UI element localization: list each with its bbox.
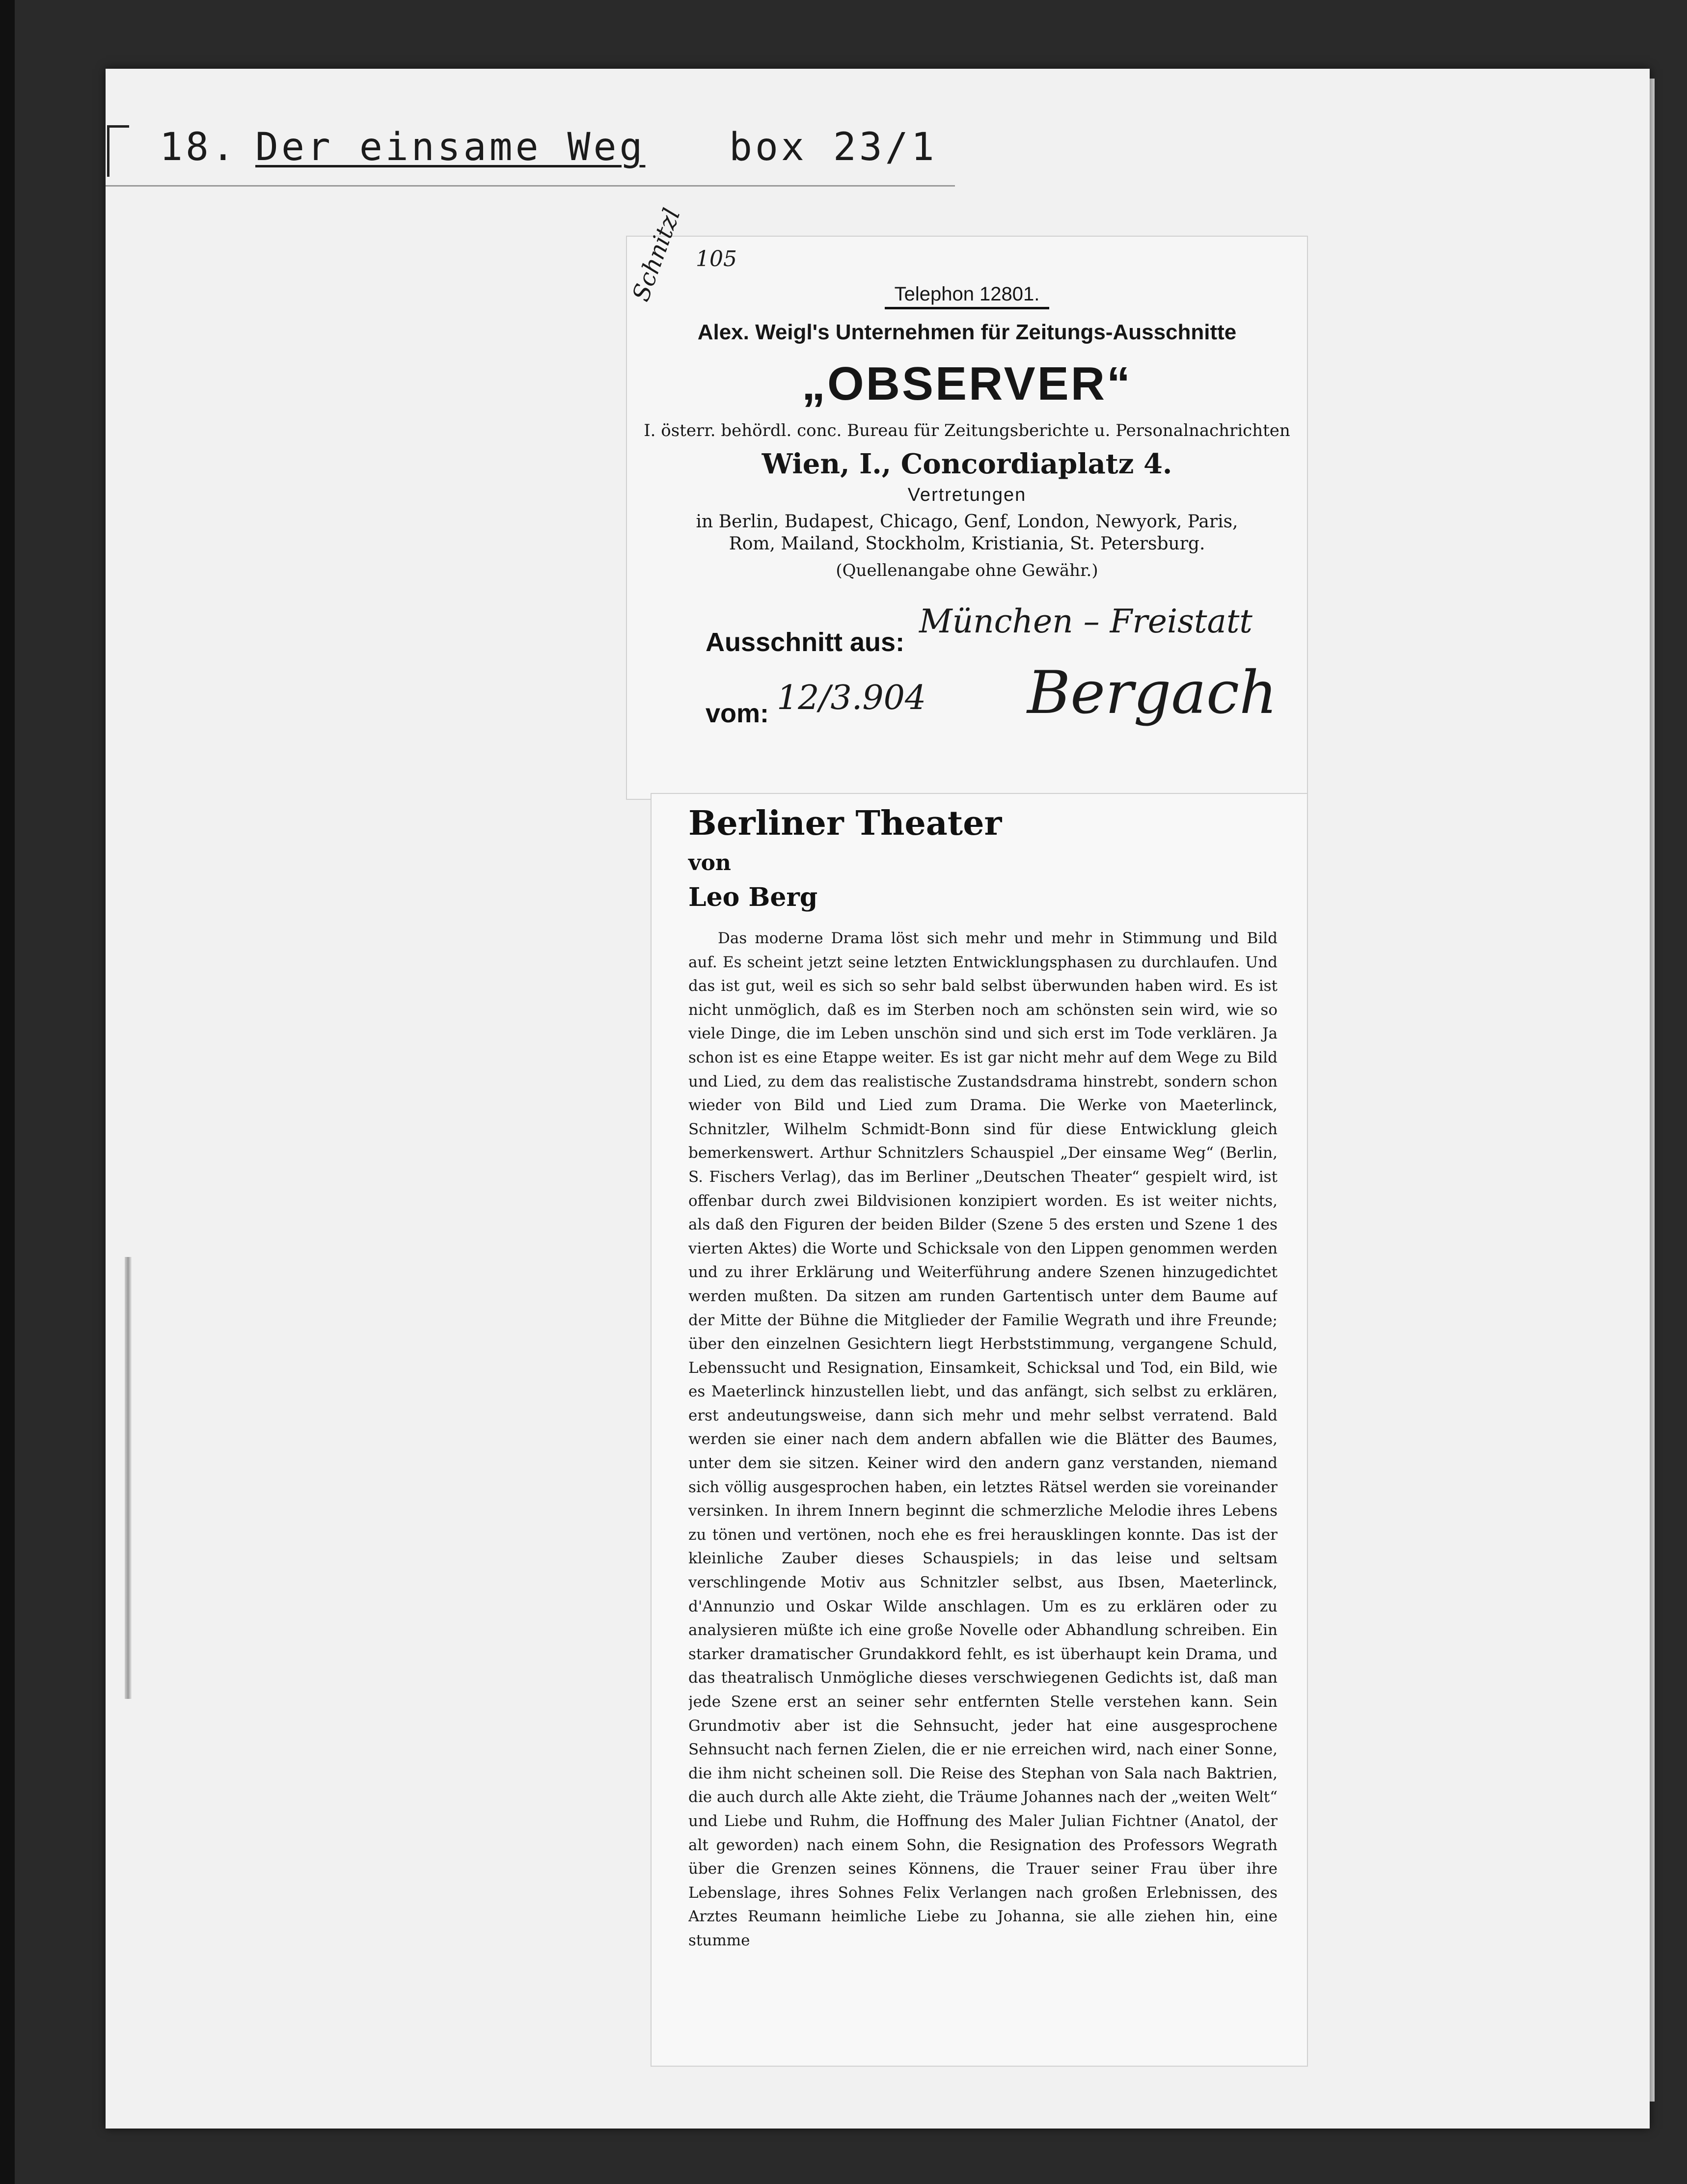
article-byline-von: von	[688, 850, 731, 875]
telephone-line	[627, 283, 1307, 305]
scan-frame-left	[0, 0, 15, 2184]
newspaper-article-clipping	[651, 793, 1308, 2067]
handwritten-margin-number: 105	[696, 246, 737, 272]
agency-name: Alex. Weigl's Unternehmen für Zeitungs-Ausschnitte	[697, 320, 1237, 344]
vertretungen-label: Vertretungen	[907, 485, 1027, 505]
clipping-header-slip	[626, 204, 1308, 800]
article-title: Berliner Theater	[688, 804, 1002, 843]
ausschnitt-label: Ausschnitt aus:	[706, 628, 905, 657]
vom-label: vom:	[706, 699, 769, 728]
article-author: Leo Berg	[688, 882, 818, 912]
source-disclaimer: (Quellenangabe ohne Gewähr.)	[836, 561, 1098, 580]
folder-box-label: box 23/1	[729, 125, 937, 169]
folder-number: 18.	[160, 125, 238, 169]
bureau-description: I. österr. behördl. conc. Bureau für Zeitungsberichte u. Personalnachrichten	[644, 421, 1290, 440]
observer-logo-text: „OBSERVER“	[801, 357, 1133, 410]
handwritten-margin-mark: Schnitzl	[627, 204, 686, 305]
header-bracket-mark	[107, 125, 129, 177]
handwritten-source: München – Freistatt	[919, 602, 1252, 640]
cities-line-2: Rom, Mailand, Stockholm, Kristiania, St. Petersburg.	[729, 534, 1205, 554]
agency-address: Wien, I., Concordiaplatz 4.	[762, 448, 1172, 480]
folder-fold-line	[125, 1257, 132, 1699]
telephone-number: Telephon 12801.	[885, 283, 1050, 309]
article-body: Das moderne Drama löst sich mehr und mehr in Stimmung und Bild auf. Es scheint jetzt seine letzten Entwicklungsphasen zu durchlaufen. Und das ist gut, weil es sich so sehr bald selbst überwunden haben wird. Es ist nicht unmöglich, daß es im Sterben noch am schönsten sein wird, wie so viele Dinge, die im Leben unschön sind und sich erst im Tode verklären. Ja schon ist es eine Etappe weiter. Es ist gar nicht mehr auf dem Wege zu Bild und Lied, zu dem das realistische Zustandsdrama hinstrebt, sondern schon wieder von Bild und Lied zum Drama. Die Werke von Maeterlinck, Schnitzler, Wilhelm Schmidt-Bonn sind für diese Entwicklung gleich bemerkenswert. Arthur Schnitzlers Schauspiel „Der einsame Weg“ (Berlin, S. Fischers Verlag), das im Berliner „Deutschen Theater“ gespielt wird, ist offenbar durch zwei Bildvisionen konzipiert worden. Es ist weiter nichts, als daß den Figuren der beiden Bilder (Szene 5 des ersten und Szene 1 des vierten Aktes) die Worte und Schicksale von den Lippen genommen werden und zu ihrer Erklärung und Weiterführung andere Szenen hinzugedichtet werden mußten. Da sitzen am runden Gartentisch unter dem Baume auf der Mitte der Bühne die Mitglieder der Familie Wegrath und ihre Freunde; über den einzelnen Gesichtern liegt Herbststimmung, vergangene Schuld, Lebenssucht und Resignation, Einsamkeit, Schicksal und Tod, ein Bild, wie es Maeterlinck hinzustellen liebt, und das anfängt, sich selbst zu erklären, erst andeutungsweise, dann sich mehr und mehr selbst verratend. Bald werden sie einer nach dem andern abfallen wie die Blätter des Baumes, unter dem sie sitzen. Keiner wird den andern ganz verstanden, niemand sich völlig ausgesprochen haben, ein letztes Rätsel werden sie voreinander versinken. In ihrem Innern beginnt die schmerzliche Melodie ihres Lebens zu tönen und vertönen, noch ehe es frei herausklingen konnte. Das ist der kleinliche Zauber dieses Schauspiels; in das leise und seltsam verschlingende Motiv aus Schnitzler selbst, aus Ibsen, Maeterlinck, d'Annunzio und Oskar Wilde anschlagen. Um es zu erklären oder zu analysieren müßte ich eine große Novelle oder Abhandlung schreiben. Ein starker dramatischer Grundakkord fehlt, es ist überhaupt kein Drama, und das theatralisch Unmögliche dieses verschwiegenen Gedichts ist, daß man jede Szene erst an seiner sehr entfernten Stelle verstehen kann. Sein Grundmotiv aber ist die Sehnsucht, jeder hat eine ausgesprochene Sehnsucht nach fernen Zielen, die er nie erreichen wird, nach einer Sonne, die ihm nicht scheinen soll. Die Reise des Stephan von Sala nach Baktrien, die auch durch alle Akte zieht, die Träume Johannes nach der „weiten Welt“ und Liebe und Ruhm, die Hoffnung des Maler Julian Fichtner (Anatol, der alt geworden) nach einem Sohn, die Resignation des Professors Wegrath über die Grenzen seines Könnens, die Trauer seiner Frau über ihre Lebenslage, ihres Sohnes Felix Verlangen nach großen Erlebnissen, des Arztes Reumann heimliche Liebe zu Johanna, sie alle ziehen hin, eine stumme	[688, 929, 1278, 1949]
cities-line-1: in Berlin, Budapest, Chicago, Genf, London, Newyork, Paris,	[696, 512, 1238, 532]
folder-title: Der einsame Weg	[255, 125, 646, 169]
handwritten-date: 12/3.904	[777, 679, 926, 717]
handwritten-signature: Bergach	[1027, 659, 1278, 727]
